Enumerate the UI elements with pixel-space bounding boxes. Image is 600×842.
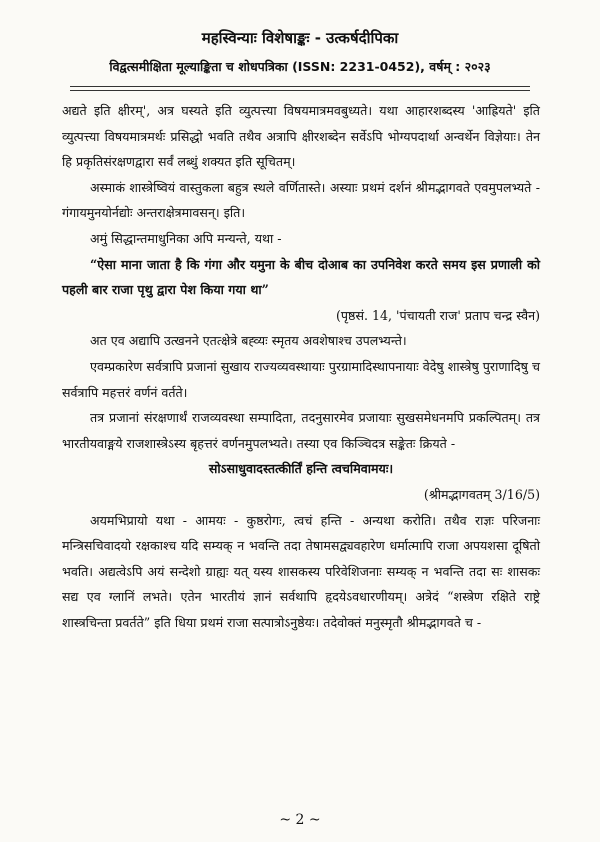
article-body: [62, 98, 540, 635]
page-number: ~ 2 ~: [279, 812, 321, 828]
sanskrit-verse: सोऽसाधुवादस्तत्कीर्तिं हन्ति त्वचमिवामयः।: [208, 461, 394, 477]
citation: (पृष्ठसं. 14, 'पंचायती राज' प्रताप चन्द्र स्वैन): [335, 307, 540, 323]
paragraph: अद्यते इति क्षीरम्', अत्र घस्यते इति व्युत्पत्त्या विषयमात्रमवबुध्यते। यथा आहारशब्दस्य 'आह्रियते' इति व्युत्पत्त्या विषयमात्रमर्थः प्रसिद्धो भवति तथैव अत्रापि क्षीरशब्देन सर्वेऽपि भोग्यपदार्था अन्वर्थेन विज्ञेयाः। तेन हि प्रकृतिसंरक्षणद्वारा सर्वं लब्धुं शक्यत इति सूचितम्।: [62, 103, 540, 170]
paragraph: अस्माकं शास्त्रेष्वियं वास्तुकला बहुत्र स्थले वर्णितास्ते। अस्याः प्रथमं दर्शनं श्रीमद्भागवते एवमुपलभ्यते - गंगायमुनयोर्नद्योः अन्तराक्षेत्रमावसन्। इति।: [62, 179, 540, 221]
paragraph: अमुं सिद्धान्तमाधुनिका अपि मन्यन्ते, यथा -: [90, 230, 282, 246]
header-divider-bottom: [70, 90, 530, 91]
header-divider-top: [70, 86, 530, 87]
paragraph: अत एव अद्यापि उत्खनने एतत्क्षेत्रे बह्व्यः स्मृतय अवशेषाश्च उपलभ्यन्ते।: [90, 333, 407, 349]
paragraph: तत्र प्रजानां संरक्षणार्थं राजव्यवस्था सम्पादिता, तदनुसारमेव प्रजायाः सुखसमेधनमपि प्रकल्पितम्। तत्र भारतीयवाङ्मये राजशास्त्रेऽस्य बृहत्तरं वर्णनमुपलभ्यते। तस्या एव किञ्चिदत्र सङ्केतः क्रियते -: [62, 410, 540, 451]
journal-issue-title: महस्विन्याः विशेषाङ्कः - उत्कर्षदीपिका: [201, 29, 399, 47]
journal-subtitle: विद्वत्समीक्षिता मूल्याङ्किता च शोधपत्रिका (ISSN: 2231-0452), वर्षम् : २०२३: [109, 59, 491, 74]
citation: (श्रीमद्भागवतम् 3/16/5): [423, 486, 540, 502]
paragraph: अयमभिप्रायो यथा - आमयः - कुष्ठरोगः, त्वचं हन्ति - अन्यथा करोति। तथैव राज्ञः परिजनाः मन्त्रिसचिवादयो रक्षकाश्च यदि सम्यक् न भवन्ति तदा तेषामसद्व्यवहारेण धर्मात्मापि राजा अपयशसा दूषितो भवति। अद्यत्वेऽपि अयं सन्देशो ग्राह्यः यत् यस्य शासकस्य परिवेशिजनाः सम्यक् न भवन्ति तदा सः शासकः सद्य एव ग्लानिं लभते। एतेन भारतीयं ज्ञानं सर्वथापि हृदयेऽवधारणीयम्। अत्रेदं “शस्त्रेण रक्षिते राष्ट्रे शास्त्रचिन्ता प्रवर्तते” इति धिया प्रथमं राजा सत्पात्रोऽनुष्ठेयः। तदेवोक्तं मनुस्मृतौ श्रीमद्भागवते च -: [62, 512, 540, 630]
paragraph: एवम्प्रकारेण सर्वत्रापि प्रजानां सुखाय राज्यव्यवस्थायाः पुरग्रामादिस्थापनायाः वेदेषु शास्त्रेषु पुराणादिषु च सर्वत्रापि महत्तरं वर्णनं वर्तते।: [62, 358, 540, 400]
hindi-quotation: “ऐसा माना जाता है कि गंगा और यमुना के बीच दोआब का उपनिवेश करते समय इस प्रणाली को पहली बार राजा पृथु द्वारा पेश किया गया था”: [62, 256, 540, 298]
